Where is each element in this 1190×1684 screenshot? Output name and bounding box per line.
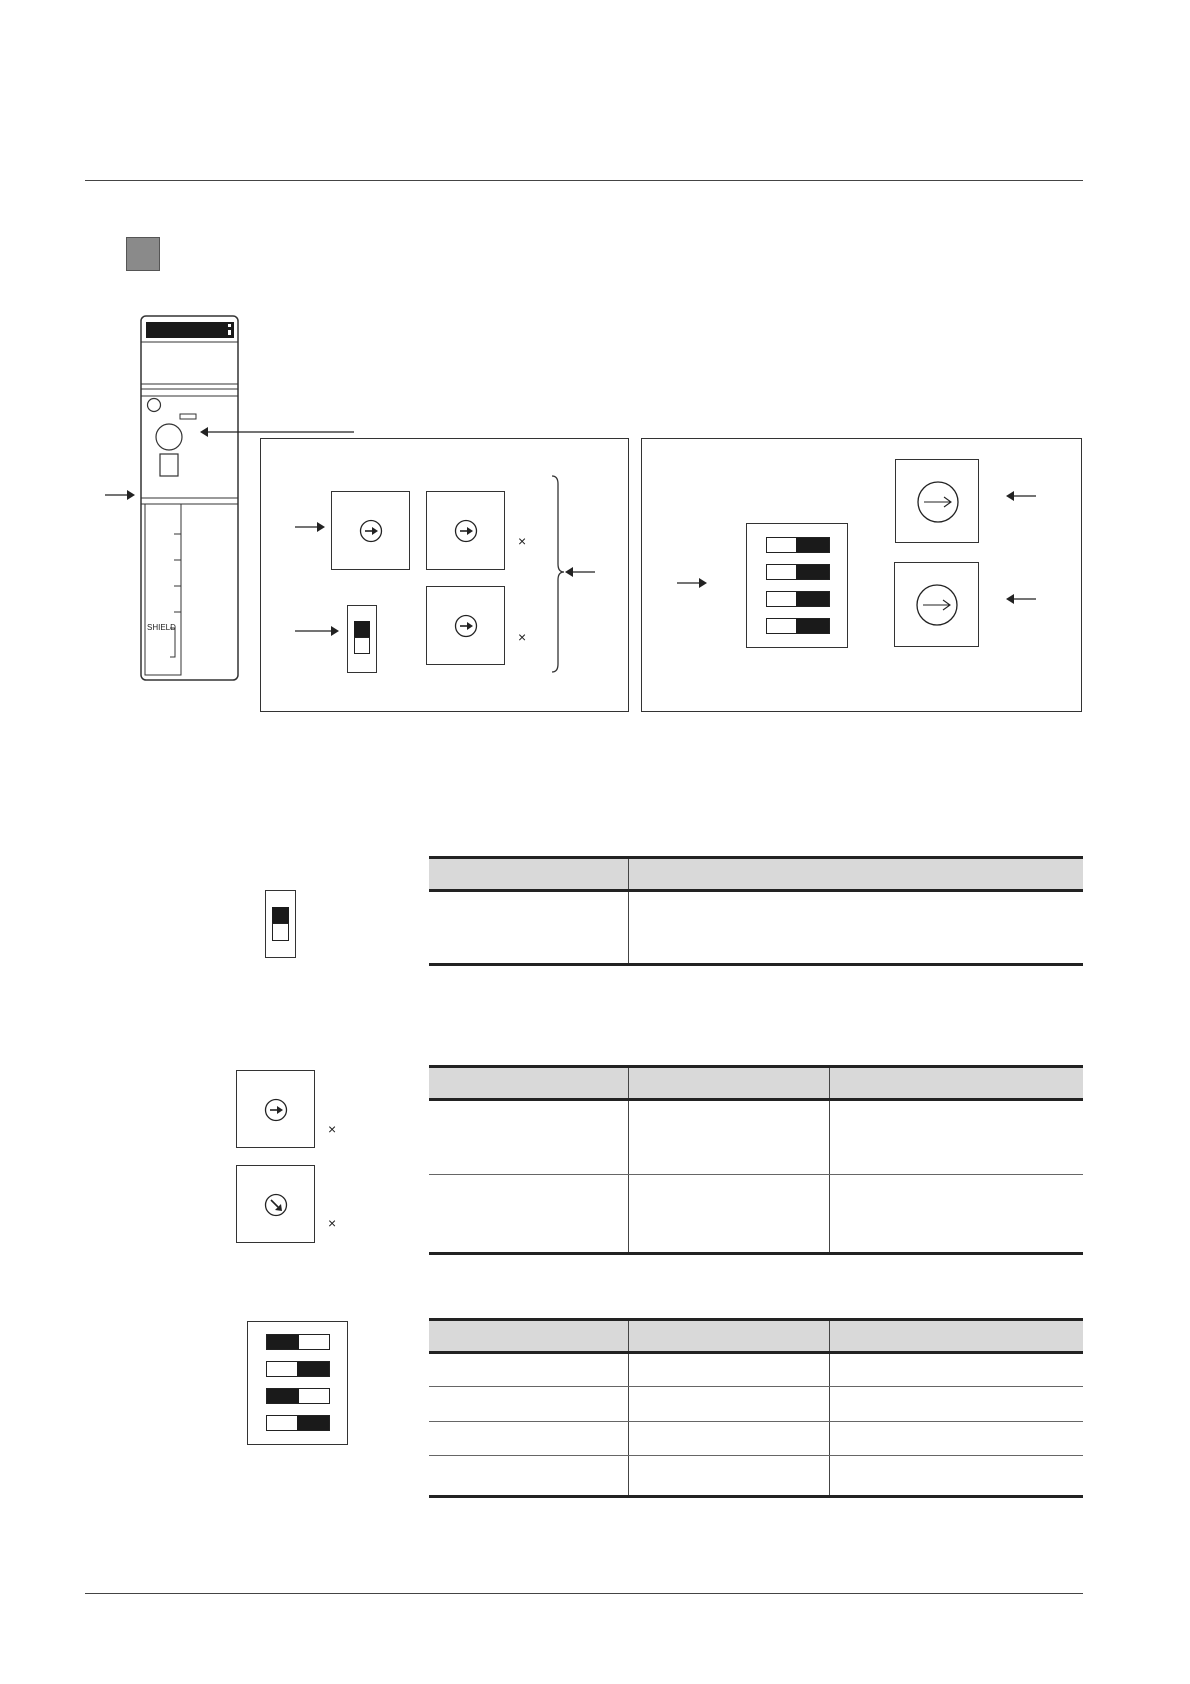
rotary-dial-diagonal-icon [264,1193,288,1217]
section-marker [126,237,160,271]
header-rule [85,180,1083,181]
dip-switch-block [746,523,848,648]
leader-arrow-icon [200,425,360,439]
table-row [429,891,1083,965]
dip-switch [766,564,830,580]
module-display [146,322,234,338]
multiplier-mark: × [518,629,527,645]
shield-label: SHIELD [147,623,176,632]
table-header-cell [429,1067,628,1100]
table-cell [829,1387,1083,1422]
table-cell [628,1100,829,1175]
rotary-switch-box [426,491,505,570]
rotary-dial-icon [359,519,383,543]
table-row [429,1456,1083,1497]
dip-switch [766,537,830,553]
table-header-row [429,1067,1083,1100]
table-row [429,1100,1083,1175]
table-cell [628,1353,829,1387]
multiplier-mark: × [328,1121,337,1137]
table-row [429,1353,1083,1387]
table-header-cell [628,858,1083,891]
rotary-dial-icon [454,614,478,638]
table-cell [829,1175,1083,1254]
dip-switch-table [429,1318,1083,1498]
arrow-left-icon [1006,592,1036,606]
table-cell [829,1100,1083,1175]
table-cell [829,1422,1083,1456]
dip-switch [766,618,830,634]
module-terminal-block [145,504,181,675]
arrow-right-icon [105,488,135,502]
table-cell [829,1456,1083,1497]
rotary-dial-icon [916,480,960,524]
table-row [429,1387,1083,1422]
table-header-cell [628,1320,829,1353]
rotary-switch-large [894,562,979,647]
dip-switch [266,1415,330,1431]
slide-switch-detail [265,890,296,958]
dip-switch [266,1361,330,1377]
module-led [148,399,161,412]
rotary-switch-detail [236,1165,315,1243]
table-header-cell [829,1067,1083,1100]
multiplier-mark: × [518,533,527,549]
arrow-left-icon [565,565,595,579]
table-cell [429,1175,628,1254]
table-row [429,1422,1083,1456]
rotary-dial-icon [264,1098,288,1122]
table-cell [628,1387,829,1422]
table-header-cell [429,1320,628,1353]
slide-switch [347,605,377,673]
rotary-switch-detail [236,1070,315,1148]
table-cell [429,1353,628,1387]
table-cell [429,1456,628,1497]
module-rotary-knob [156,424,182,450]
arrow-right-icon [677,576,707,590]
multiplier-mark: × [328,1215,337,1231]
arrow-left-icon [1006,489,1036,503]
table-cell [429,1387,628,1422]
table-cell [628,1456,829,1497]
slide-switch-table [429,856,1083,966]
table-header-cell [628,1067,829,1100]
table-cell [429,1100,628,1175]
arrow-right-icon [295,624,339,638]
table-header-cell [829,1320,1083,1353]
rotary-dial-icon [454,519,478,543]
rotary-dial-icon [915,583,959,627]
module-slide-switch [160,454,178,476]
table-header-cell [429,858,628,891]
rotary-switch-table [429,1065,1083,1255]
table-cell [628,891,1083,965]
table-cell [628,1175,829,1254]
table-cell [429,1422,628,1456]
dip-switch [266,1388,330,1404]
table-cell [429,891,628,965]
zoom-panel-right [641,438,1082,712]
dip-switch [266,1334,330,1350]
table-cell [628,1422,829,1456]
footer-rule [85,1593,1083,1594]
table-header-row [429,1320,1083,1353]
dip-switch [766,591,830,607]
arrow-right-icon [295,520,325,534]
rotary-switch-box [426,586,505,665]
rotary-switch-large [895,459,979,543]
table-header-row [429,858,1083,891]
dip-switch-block-detail [247,1321,348,1445]
table-cell [829,1353,1083,1387]
rotary-switch-box [331,491,410,570]
table-row [429,1175,1083,1254]
